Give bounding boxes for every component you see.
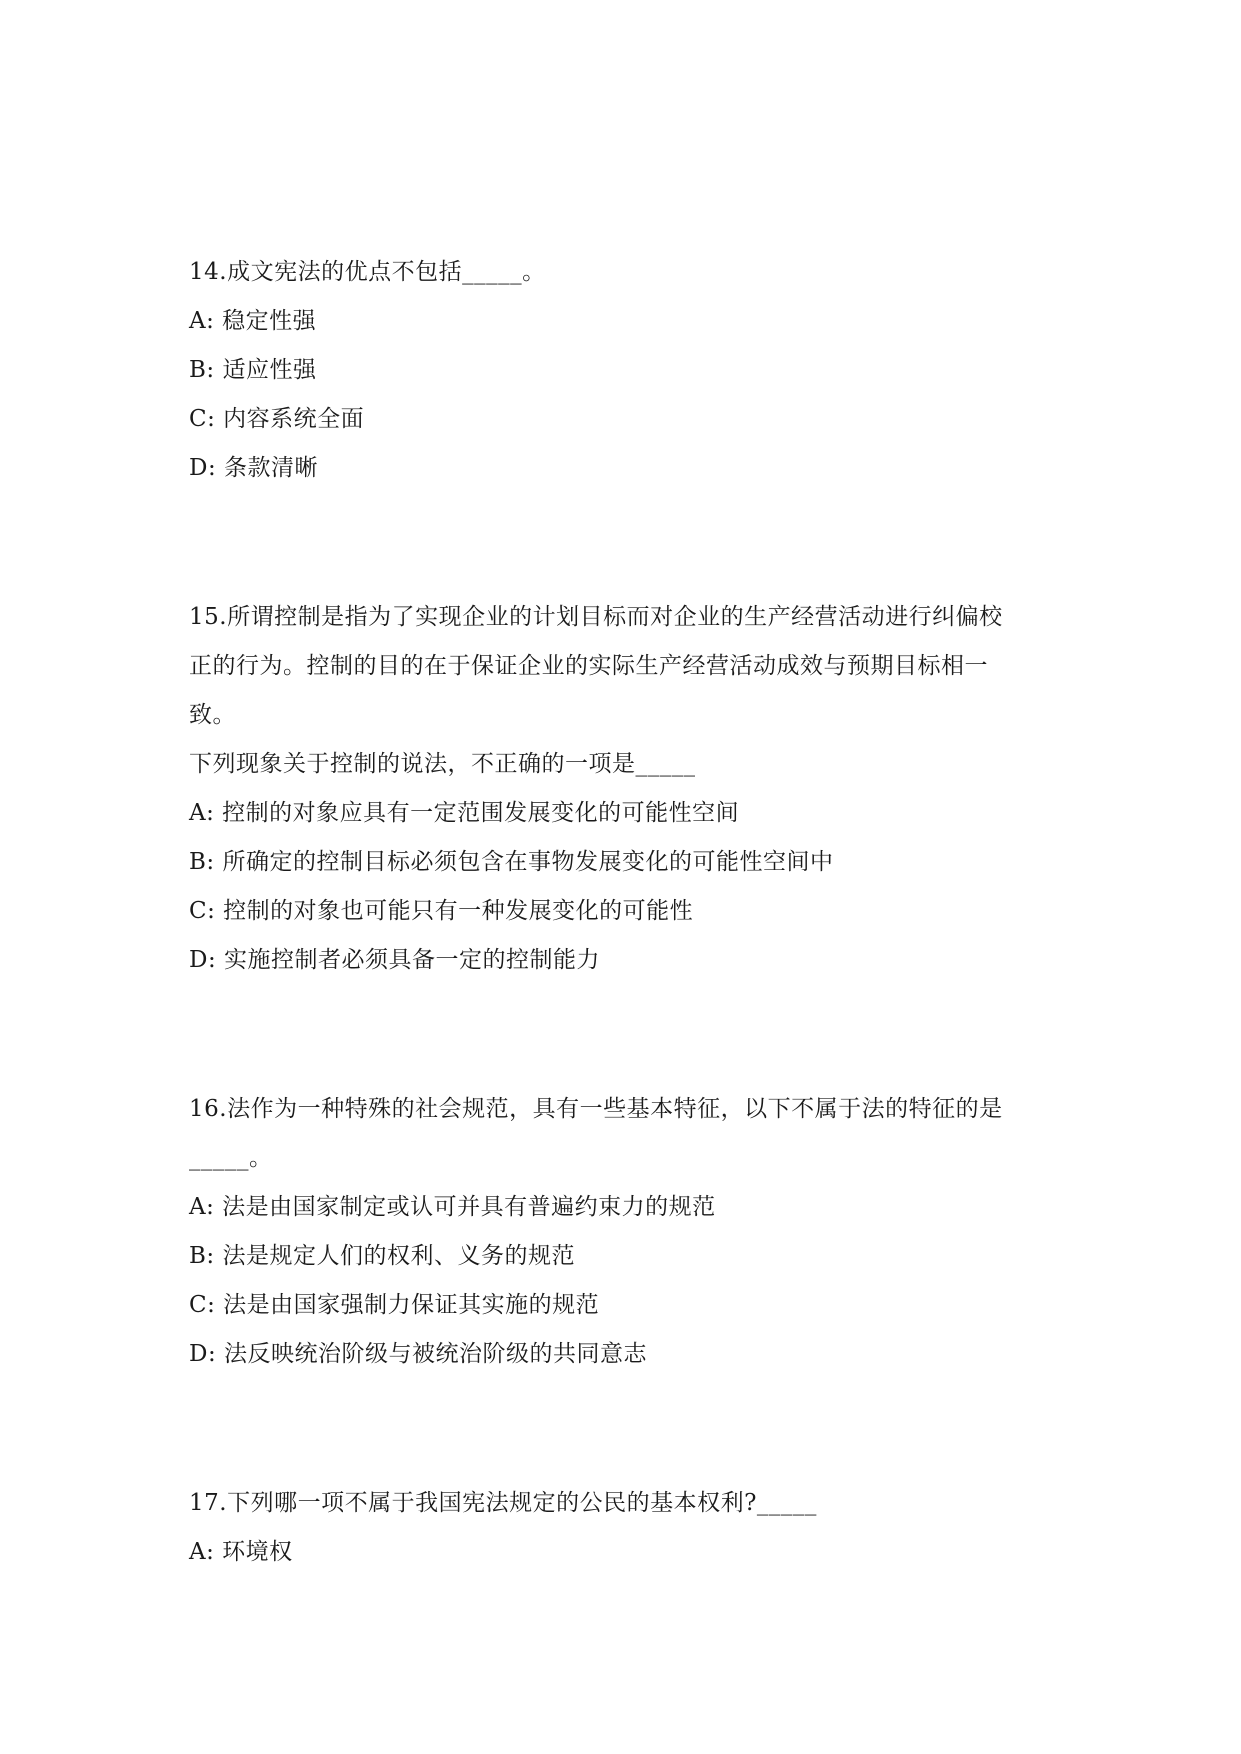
- question-15-option-c: C: 控制的对象也可能只有一种发展变化的可能性: [189, 898, 694, 924]
- question-16-option-c: C: 法是由国家强制力保证其实施的规范: [189, 1292, 600, 1318]
- question-15-option-b: B: 所确定的控制目标必须包含在事物发展变化的可能性空间中: [189, 849, 834, 875]
- question-15-stem-line-2: 正的行为。控制的目的在于保证企业的实际生产经营活动成效与预期目标相一: [189, 653, 988, 679]
- question-14-stem: 14.成文宪法的优点不包括_____。: [189, 259, 546, 285]
- question-16-stem-line-2: _____。: [189, 1145, 273, 1171]
- question-15-stem-line-3: 致。: [189, 702, 236, 728]
- question-14-option-a: A: 稳定性强: [189, 308, 317, 334]
- question-15-option-d: D: 实施控制者必须具备一定的控制能力: [189, 947, 601, 973]
- question-14-option-d: D: 条款清晰: [189, 455, 319, 481]
- question-17-stem: 17.下列哪一项不属于我国宪法规定的公民的基本权利?_____: [189, 1490, 817, 1516]
- question-15-stem-line-1: 15.所谓控制是指为了实现企业的计划目标而对企业的生产经营活动进行纠偏校: [189, 604, 1003, 630]
- question-15-prompt: 下列现象关于控制的说法，不正确的一项是_____: [189, 751, 696, 777]
- question-16-option-a: A: 法是由国家制定或认可并具有普遍约束力的规范: [189, 1194, 716, 1220]
- question-16-stem-line-1: 16.法作为一种特殊的社会规范，具有一些基本特征，以下不属于法的特征的是: [189, 1096, 1003, 1122]
- question-16-option-d: D: 法反映统治阶级与被统治阶级的共同意志: [189, 1341, 648, 1367]
- question-14-option-b: B: 适应性强: [189, 357, 317, 383]
- question-15-option-a: A: 控制的对象应具有一定范围发展变化的可能性空间: [189, 800, 740, 826]
- question-16-option-b: B: 法是规定人们的权利、义务的规范: [189, 1243, 575, 1269]
- question-14-option-c: C: 内容系统全面: [189, 406, 365, 432]
- question-17-option-a: A: 环境权: [189, 1539, 293, 1565]
